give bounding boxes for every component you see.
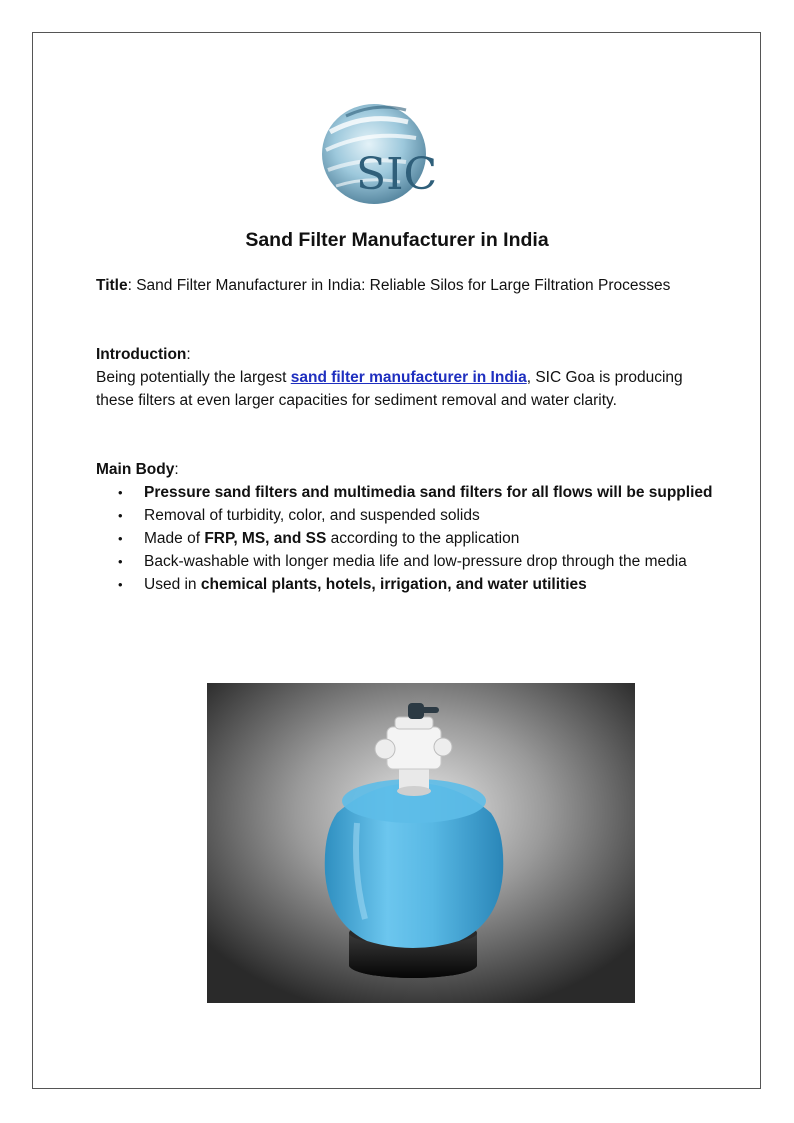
title-text: : Sand Filter Manufacturer in India: Reliable Silos for Large Filtration Processes [127,277,671,294]
feature-list [96,481,716,596]
list-item [96,527,716,550]
main-body-colon: : [174,461,179,478]
list-item [96,504,716,527]
document-title: Sand Filter Manufacturer in India [245,229,549,251]
bullet-text: Made of [144,530,205,547]
main-body-label: Main Body [96,461,175,478]
bullet-text: according to the application [326,530,520,547]
title-paragraph [96,274,716,297]
introduction-text-after: , SIC Goa is producing these filters at even larger capacities for sediment removal and water clarity. [96,369,683,409]
title-label: Title [96,277,128,294]
bullet-text: Used in [144,576,201,593]
introduction-colon: : [186,346,191,363]
bullet-bold: FRP, MS, and SS [204,530,327,547]
sand-filter-link[interactable]: sand filter manufacturer in India [290,369,527,386]
list-item [96,573,716,596]
sic-logo [316,92,448,212]
introduction-label: Introduction [96,346,187,363]
logo-text: SIC [356,149,438,200]
introduction-text-before: Being potentially the largest [96,369,291,386]
main-body-section [96,458,716,596]
introduction-section [96,343,716,412]
sand-filter-photo [207,683,635,1003]
bullet-bold: chemical plants, hotels, irrigation, and water utilities [200,576,587,593]
bullet-bold: Pressure sand filters and multimedia sand filters for all flows will be supplied [144,484,713,501]
bullet-text: Back-washable with longer media life and low-pressure drop through the media [144,553,687,570]
list-item [96,550,716,573]
list-item [96,481,716,504]
bullet-text: Removal of turbidity, color, and suspended solids [144,507,480,524]
